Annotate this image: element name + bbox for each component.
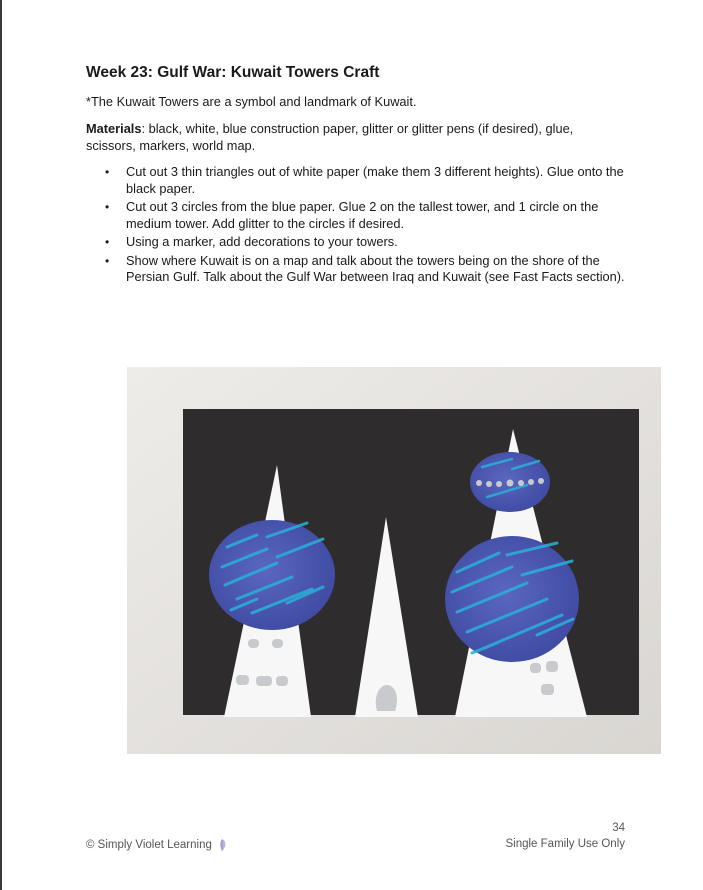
materials-list: : black, white, blue construction paper, glitter or glitter pens (if desired), glue, scissors, markers, world map.: [86, 121, 574, 153]
materials-label: Materials: [86, 121, 142, 136]
list-item: [86, 234, 626, 251]
step-text: Show where Kuwait is on a map and talk about the towers being on the shore of the Persian Gulf. Talk about the Gulf War between Iraq and Kuwait (see Fast Facts section).: [126, 252, 625, 284]
materials-paragraph: [86, 120, 626, 154]
page-title: Week 23: Gulf War: Kuwait Towers Craft: [86, 64, 380, 81]
step-text: Using a marker, add decorations to your towers.: [126, 234, 398, 249]
copyright-text: © Simply Violet Learning: [86, 839, 212, 851]
page-edge-divider: [0, 0, 2, 890]
bullet: •: [105, 165, 110, 179]
list-item: [86, 164, 626, 197]
list-item: [86, 199, 626, 232]
steps-list: [86, 164, 626, 288]
step-text: Cut out 3 thin triangles out of white paper (make them 3 different heights). Glue onto the black paper.: [126, 164, 624, 196]
intro-text: *The Kuwait Towers are a symbol and landmark of Kuwait.: [86, 94, 417, 109]
bullet: •: [105, 235, 110, 249]
craft-photo: [127, 367, 661, 754]
list-item: [86, 253, 626, 286]
footer-copyright: [86, 838, 228, 852]
bullet: •: [105, 200, 110, 214]
step-text: Cut out 3 circles from the blue paper. Glue 2 on the tallest tower, and 1 circle on the medium tower. Add glitter to the circles if desired.: [126, 199, 599, 231]
feather-logo-icon: [216, 838, 228, 852]
page-number: 34: [612, 822, 625, 834]
usage-notice: Single Family Use Only: [505, 838, 625, 850]
bullet: •: [105, 253, 110, 268]
